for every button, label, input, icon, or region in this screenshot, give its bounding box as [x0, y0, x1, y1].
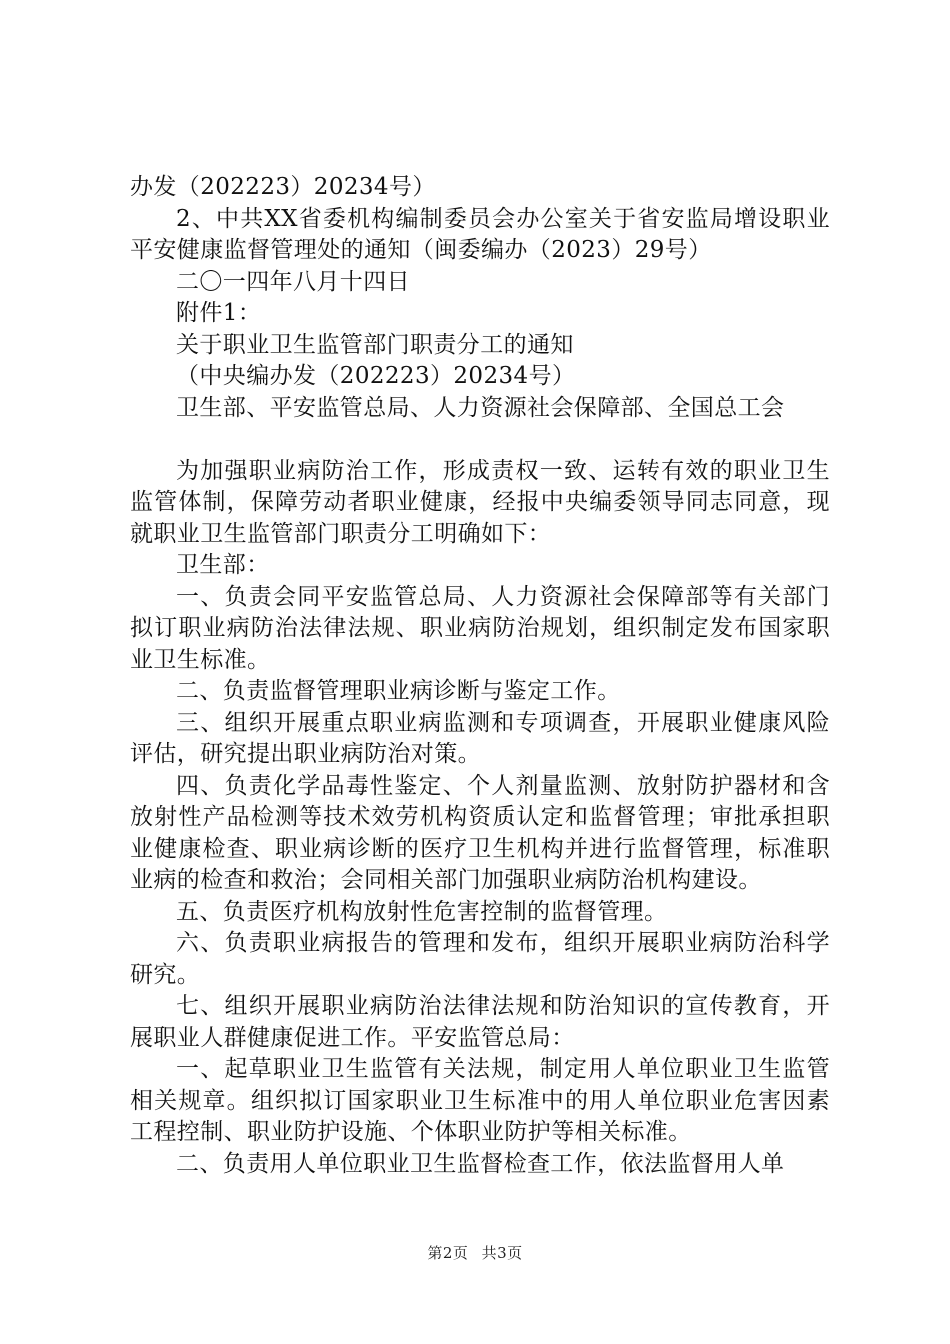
- paragraph: 七、组织开展职业病防治法律法规和防治知识的宣传教育，开展职业人群健康促进工作。平安监管总局：: [130, 993, 830, 1051]
- page-footer: [0, 1242, 950, 1263]
- document-body: [130, 172, 830, 1180]
- paragraph: 办发（202223）20234号）: [130, 174, 436, 200]
- paragraph: 2、中共XX省委机构编制委员会办公室关于省安监局增设职业平安健康监督管理处的通知（闽委编办（2023）29号）: [130, 205, 830, 263]
- paragraph: 二〇一四年八月十四日: [176, 268, 410, 295]
- paragraph: 三、组织开展重点职业病监测和专项调查，开展职业健康风险评估，研究提出职业病防治对策。: [130, 709, 830, 767]
- paragraph: 附件1：: [176, 300, 262, 326]
- page-number: 第2页: [427, 1244, 469, 1262]
- paragraph: 六、负责职业病报告的管理和发布，组织开展职业病防治科学研究。: [130, 930, 830, 988]
- paragraph: 卫生部、平安监管总局、人力资源社会保障部、全国总工会: [176, 394, 785, 421]
- paragraph: 卫生部：: [176, 552, 270, 578]
- paragraph: 一、起草职业卫生监管有关法规，制定用人单位职业卫生监管相关规章。组织拟订国家职业卫生标准中的用人单位职业危害因素工程控制、职业防护设施、个体职业防护等相关标准。: [130, 1056, 830, 1145]
- paragraph-spacer: [130, 424, 830, 456]
- paragraph: 五、负责医疗机构放射性危害控制的监督管理。: [176, 898, 668, 925]
- paragraph: 为加强职业病防治工作，形成责权一致、运转有效的职业卫生监管体制，保障劳动者职业健康，经报中央编委领导同志同意，现就职业卫生监管部门职责分工明确如下：: [130, 457, 830, 547]
- page-total: 共3页: [481, 1244, 523, 1262]
- paragraph: 关于职业卫生监管部门职责分工的通知: [176, 331, 574, 358]
- paragraph: 一、负责会同平安监管总局、人力资源社会保障部等有关部门拟订职业病防治法律法规、职业病防治规划，组织制定发布国家职业卫生标准。: [130, 583, 830, 673]
- paragraph: 二、负责用人单位职业卫生监督检查工作，依法监督用人单: [176, 1150, 785, 1177]
- paragraph: 四、负责化学品毒性鉴定、个人剂量监测、放射防护器材和含放射性产品检测等技术效劳机构资质认定和监督管理；审批承担职业健康检查、职业病诊断的医疗卫生机构并进行监督管理，标准职业病的检查和救治；会同相关部门加强职业病防治机构建设。: [130, 772, 830, 893]
- paragraph: 二、负责监督管理职业病诊断与鉴定工作。: [176, 678, 621, 704]
- paragraph: （中央编办发（202223）20234号）: [176, 363, 576, 389]
